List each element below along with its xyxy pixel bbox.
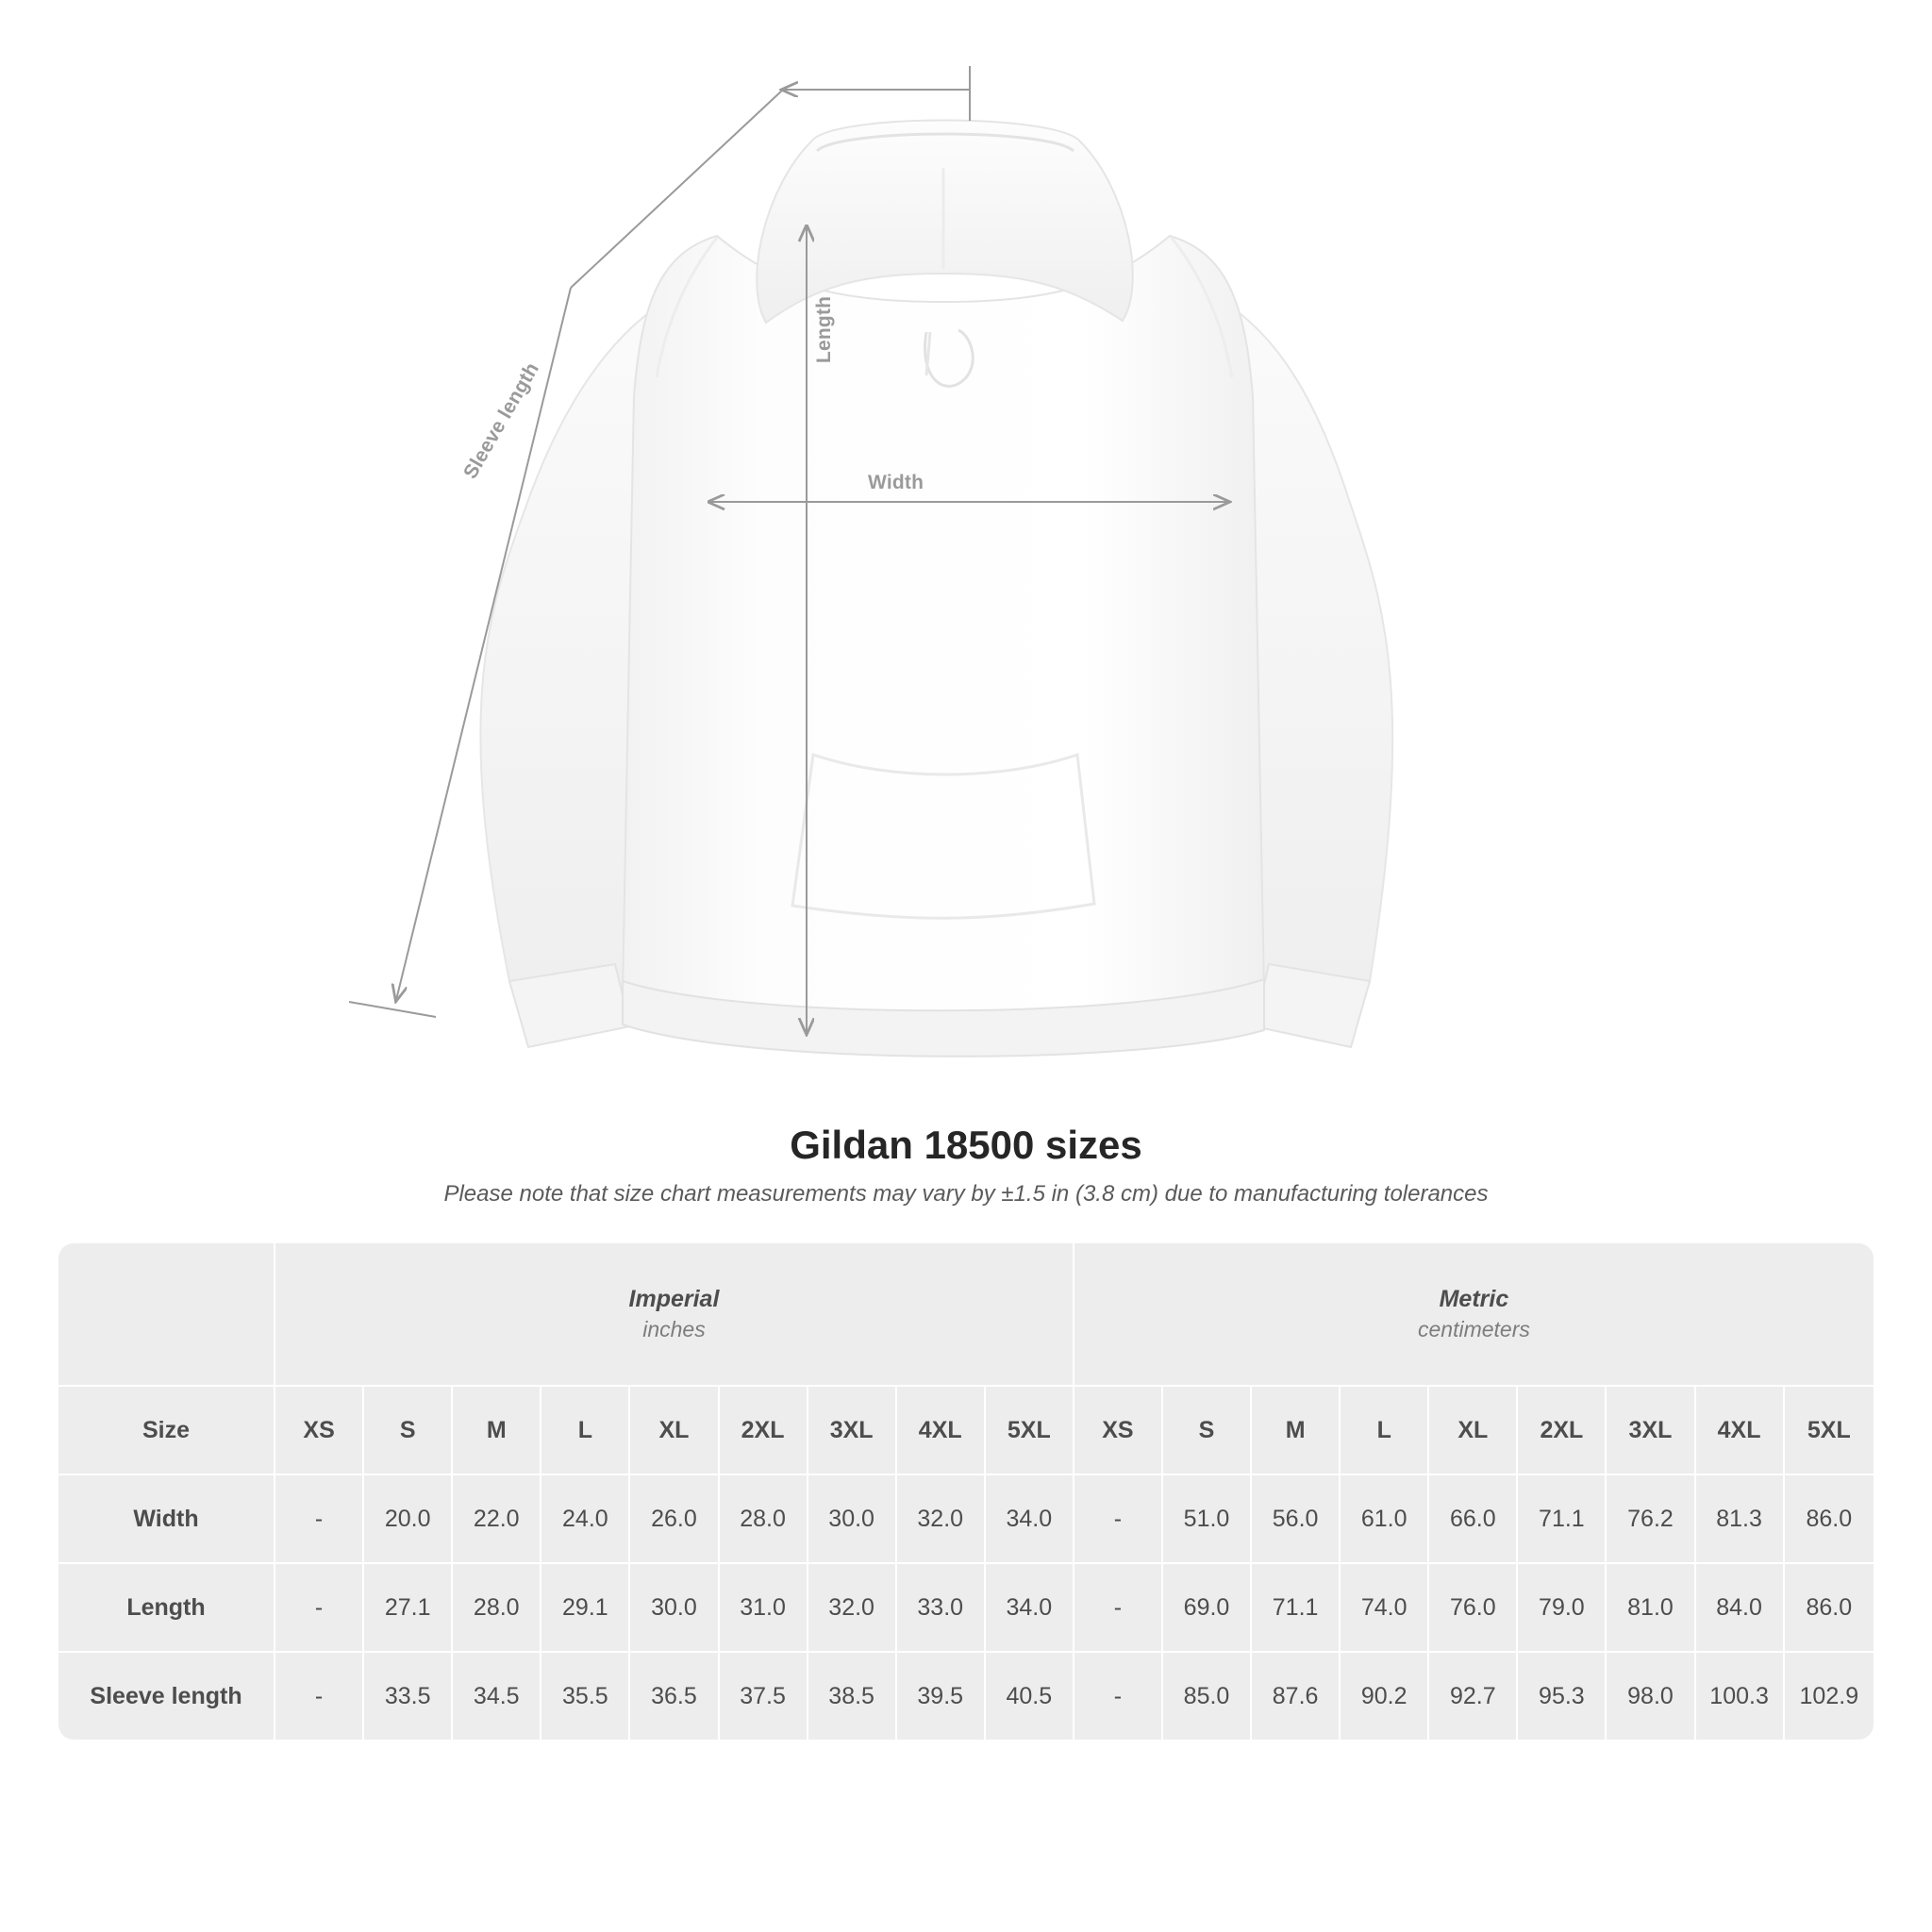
col-imperial-3xl: 3XL xyxy=(808,1387,897,1475)
cell-length-metric-4xl: 84.0 xyxy=(1696,1564,1785,1653)
col-imperial-5xl: 5XL xyxy=(986,1387,1074,1475)
title-block xyxy=(0,1123,1932,1208)
size-table-wrap xyxy=(58,1243,1874,1740)
cell-width-imperial-4xl: 32.0 xyxy=(897,1475,986,1564)
col-metric-2xl: 2XL xyxy=(1518,1387,1607,1475)
cell-length-imperial-2xl: 31.0 xyxy=(720,1564,808,1653)
cell-width-imperial-3xl: 30.0 xyxy=(808,1475,897,1564)
imperial-subtitle: inches xyxy=(642,1317,706,1342)
col-metric-4xl: 4XL xyxy=(1696,1387,1785,1475)
col-metric-m: M xyxy=(1252,1387,1341,1475)
imperial-header xyxy=(275,1243,1074,1387)
cell-length-imperial-4xl: 33.0 xyxy=(897,1564,986,1653)
cell-width-imperial-xs: - xyxy=(275,1475,364,1564)
cell-length-metric-2xl: 79.0 xyxy=(1518,1564,1607,1653)
col-imperial-4xl: 4XL xyxy=(897,1387,986,1475)
size-table xyxy=(58,1243,1874,1740)
table-row xyxy=(58,1653,1874,1740)
cell-sleeve-imperial-m: 34.5 xyxy=(453,1653,541,1740)
cell-width-metric-xs: - xyxy=(1074,1475,1163,1564)
cell-length-metric-m: 71.1 xyxy=(1252,1564,1341,1653)
row-label-length: Length xyxy=(58,1564,275,1653)
cell-width-imperial-l: 24.0 xyxy=(541,1475,630,1564)
cell-sleeve-imperial-l: 35.5 xyxy=(541,1653,630,1740)
cell-width-metric-2xl: 71.1 xyxy=(1518,1475,1607,1564)
cell-width-imperial-xl: 26.0 xyxy=(630,1475,719,1564)
cell-length-metric-xl: 76.0 xyxy=(1429,1564,1518,1653)
cell-width-metric-l: 61.0 xyxy=(1341,1475,1429,1564)
cell-length-imperial-l: 29.1 xyxy=(541,1564,630,1653)
cell-length-metric-xs: - xyxy=(1074,1564,1163,1653)
hoodie-body-shape xyxy=(480,121,1392,1057)
row-label-sleeve-length: Sleeve length xyxy=(58,1653,275,1740)
col-imperial-m: M xyxy=(453,1387,541,1475)
cell-length-metric-l: 74.0 xyxy=(1341,1564,1429,1653)
col-metric-3xl: 3XL xyxy=(1607,1387,1695,1475)
cell-sleeve-imperial-2xl: 37.5 xyxy=(720,1653,808,1740)
sleeve-length-label: Sleeve length xyxy=(459,358,543,483)
tolerance-note: Please note that size chart measurements may vary by ±1.5 in (3.8 cm) due to manufacturing tolerances xyxy=(443,1181,1489,1207)
unit-header-row xyxy=(58,1243,1874,1387)
cell-width-metric-xl: 66.0 xyxy=(1429,1475,1518,1564)
col-metric-xs: XS xyxy=(1074,1387,1163,1475)
col-metric-l: L xyxy=(1341,1387,1429,1475)
width-label: Width xyxy=(868,472,924,493)
col-imperial-xs: XS xyxy=(275,1387,364,1475)
page-title: Gildan 18500 sizes xyxy=(790,1123,1142,1167)
col-metric-s: S xyxy=(1163,1387,1252,1475)
size-header-row xyxy=(58,1387,1874,1475)
cell-length-imperial-xs: - xyxy=(275,1564,364,1653)
cell-sleeve-metric-xl: 92.7 xyxy=(1429,1653,1518,1740)
col-imperial-l: L xyxy=(541,1387,630,1475)
cell-sleeve-imperial-4xl: 39.5 xyxy=(897,1653,986,1740)
cell-sleeve-metric-xs: - xyxy=(1074,1653,1163,1740)
cell-width-metric-5xl: 86.0 xyxy=(1785,1475,1874,1564)
table-row xyxy=(58,1564,1874,1653)
col-metric-5xl: 5XL xyxy=(1785,1387,1874,1475)
cell-width-imperial-s: 20.0 xyxy=(364,1475,453,1564)
table-row xyxy=(58,1475,1874,1564)
metric-subtitle: centimeters xyxy=(1418,1317,1530,1342)
cell-width-metric-s: 51.0 xyxy=(1163,1475,1252,1564)
cell-width-metric-m: 56.0 xyxy=(1252,1475,1341,1564)
cell-sleeve-metric-4xl: 100.3 xyxy=(1696,1653,1785,1740)
cell-sleeve-imperial-3xl: 38.5 xyxy=(808,1653,897,1740)
cell-length-imperial-s: 27.1 xyxy=(364,1564,453,1653)
cell-sleeve-imperial-s: 33.5 xyxy=(364,1653,453,1740)
cell-length-metric-5xl: 86.0 xyxy=(1785,1564,1874,1653)
cell-sleeve-metric-5xl: 102.9 xyxy=(1785,1653,1874,1740)
cell-sleeve-imperial-xs: - xyxy=(275,1653,364,1740)
row-label-width: Width xyxy=(58,1475,275,1564)
col-imperial-s: S xyxy=(364,1387,453,1475)
cell-length-metric-3xl: 81.0 xyxy=(1607,1564,1695,1653)
cell-length-imperial-m: 28.0 xyxy=(453,1564,541,1653)
table-corner xyxy=(58,1243,275,1387)
cell-length-imperial-5xl: 34.0 xyxy=(986,1564,1074,1653)
length-label: Length xyxy=(813,295,835,363)
cell-sleeve-metric-l: 90.2 xyxy=(1341,1653,1429,1740)
cell-sleeve-metric-2xl: 95.3 xyxy=(1518,1653,1607,1740)
cell-width-metric-3xl: 76.2 xyxy=(1607,1475,1695,1564)
col-metric-xl: XL xyxy=(1429,1387,1518,1475)
size-header: Size xyxy=(58,1387,275,1475)
metric-title: Metric xyxy=(1439,1286,1509,1313)
cell-length-imperial-xl: 30.0 xyxy=(630,1564,719,1653)
col-imperial-2xl: 2XL xyxy=(720,1387,808,1475)
cell-width-metric-4xl: 81.3 xyxy=(1696,1475,1785,1564)
cell-width-imperial-m: 22.0 xyxy=(453,1475,541,1564)
cell-width-imperial-5xl: 34.0 xyxy=(986,1475,1074,1564)
cell-sleeve-metric-m: 87.6 xyxy=(1252,1653,1341,1740)
imperial-title: Imperial xyxy=(628,1286,720,1313)
cell-width-imperial-2xl: 28.0 xyxy=(720,1475,808,1564)
cell-length-metric-s: 69.0 xyxy=(1163,1564,1252,1653)
cell-sleeve-imperial-xl: 36.5 xyxy=(630,1653,719,1740)
cell-sleeve-metric-3xl: 98.0 xyxy=(1607,1653,1695,1740)
col-imperial-xl: XL xyxy=(630,1387,719,1475)
cell-sleeve-metric-s: 85.0 xyxy=(1163,1653,1252,1740)
cell-length-imperial-3xl: 32.0 xyxy=(808,1564,897,1653)
metric-header xyxy=(1074,1243,1874,1387)
cell-sleeve-imperial-5xl: 40.5 xyxy=(986,1653,1074,1740)
